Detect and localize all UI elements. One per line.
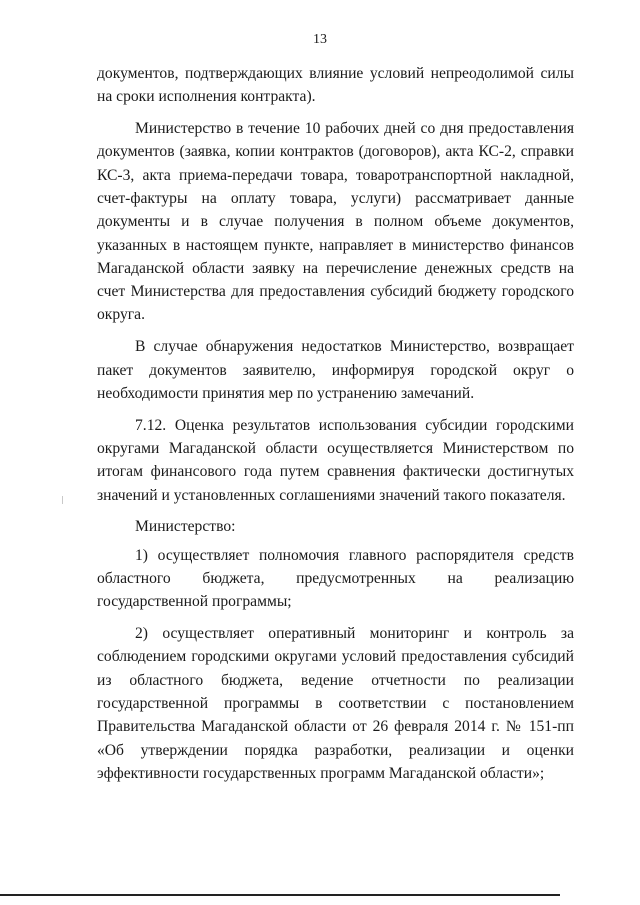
bottom-edge-line bbox=[0, 894, 560, 896]
list-item-2: 2) осуществляет оперативный мониторинг и контроль за соблюдением городскими округами условий предоставления субсидий из областного бюджета, ведение отчетности по реализации государственной программы в соответствии с постановлением Правительства Магаданской области от 26 февраля 2014 г. № 151-пп «Об утверждении порядка разработки, реализации и оценки эффективности государственных программ Магаданской области»; bbox=[97, 625, 574, 782]
list-item-1: 1) осуществляет полномочия главного распорядителя средств областного бюджета, предусмотренных на реализацию государственной программы; bbox=[97, 546, 574, 611]
paragraph-7-12-evaluation: 7.12. Оценка результатов использования субсидии городскими округами Магаданской области осуществляется Министерством по итогам финансового года путем сравнения фактически достигнутых значений и установленных соглашениями значений такого показателя. bbox=[97, 416, 574, 504]
paragraph-ministry-heading: Министерство: bbox=[135, 518, 236, 536]
document-body bbox=[97, 62, 574, 794]
paragraph-continuation: документов, подтверждающих влияние условий непреодолимой силы на сроки исполнения контракта). bbox=[97, 65, 574, 106]
paragraph-deficiencies: В случае обнаружения недостатков Министерство, возвращает пакет документов заявителю, информируя городской округ о необходимости принятия мер по устранению замечаний. bbox=[97, 338, 574, 402]
page-number: 13 bbox=[313, 32, 327, 47]
paragraph-ministry-review: Министерство в течение 10 рабочих дней со дня предоставления документов (заявка, копии контрактов (договоров), акта КС-2, справки КС-3, акта приема-передачи товара, товаротранспортной накладной, счет-фактуры на оплату товара, услуги) рассматривает данные документы и в случае получения в полном объеме документов, указанных в настоящем пункте, направляет в министерство финансов Магаданской области заявку на перечисление денежных средств на счет Министерства для предоставления субсидий бюджету городского округа. bbox=[97, 120, 574, 324]
scan-artifact bbox=[62, 496, 63, 504]
